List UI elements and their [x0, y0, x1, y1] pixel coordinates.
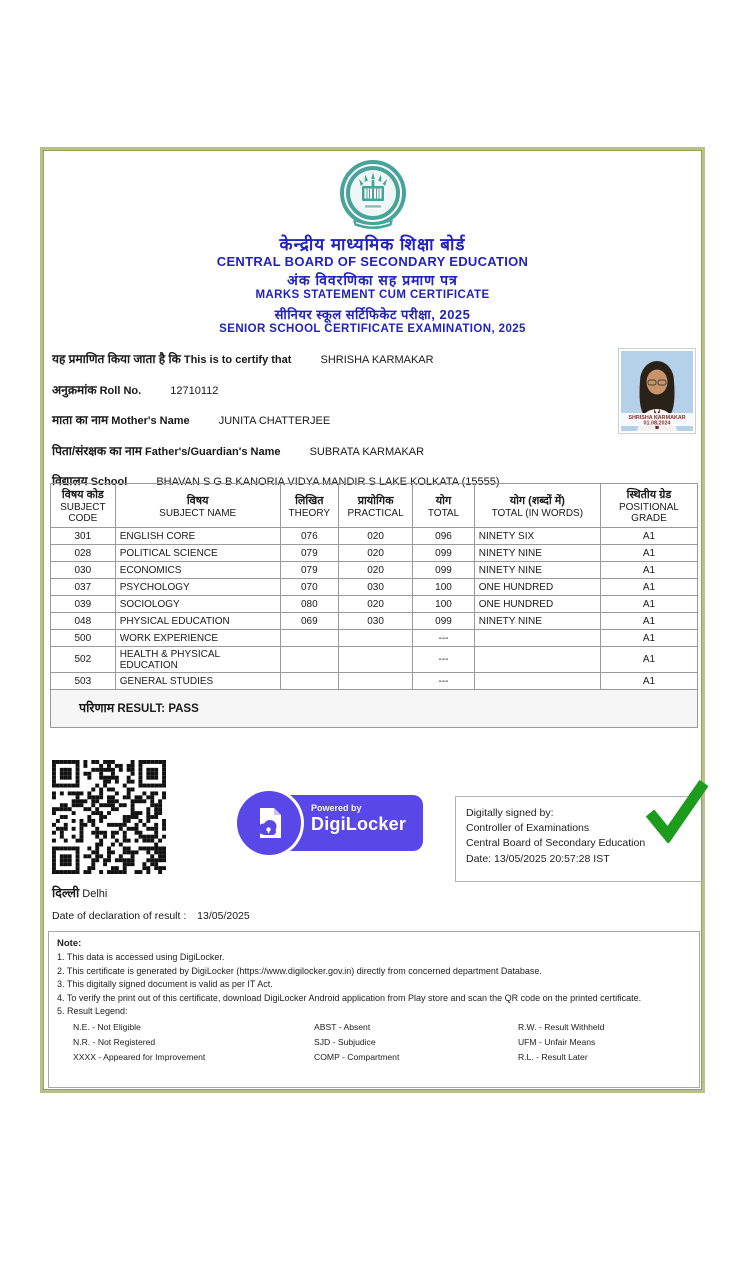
table-row	[51, 613, 698, 630]
cell-subject: PHYSICAL EDUCATION	[115, 613, 280, 630]
cell-practical: 020	[338, 528, 412, 545]
father-label-hindi: पिता/संरक्षक का नाम	[52, 443, 142, 458]
legend-item: UFM - Unfair Means	[517, 1036, 596, 1047]
exam-title-english: SENIOR SCHOOL CERTIFICATE EXAMINATION, 2025	[219, 323, 526, 335]
cell-total_words: NINETY NINE	[474, 562, 600, 579]
cell-code: 039	[51, 596, 116, 613]
place-hindi: दिल्ली	[52, 886, 80, 900]
cell-theory	[280, 647, 338, 673]
marks-table-header-row	[51, 484, 698, 528]
marks-table-body	[51, 528, 698, 690]
note-item: 3. This digitally signed document is valid as per IT Act.	[57, 979, 273, 990]
cell-code: 028	[51, 545, 116, 562]
legend-item: N.E. - Not Eligible	[73, 1021, 141, 1032]
cell-subject: ENGLISH CORE	[115, 528, 280, 545]
cell-theory: 079	[280, 562, 338, 579]
cell-grade: A1	[600, 545, 697, 562]
digilocker-icon	[237, 791, 301, 855]
cell-grade: A1	[600, 596, 697, 613]
place-english: Delhi	[82, 888, 108, 900]
column-header: लिखित THEORY	[280, 484, 338, 528]
note-title: Note:	[57, 938, 82, 949]
digilocker-badge	[237, 790, 423, 856]
mother-name: JUNITA CHATTERJEE	[218, 415, 331, 428]
table-row	[51, 647, 698, 673]
cell-grade: A1	[600, 528, 697, 545]
note-item: 4. To verify the print out of this certificate, download DigiLocker Android application from Play store and scan the QR code on the printed certificate.	[57, 992, 642, 1003]
signature-line-1: Digitally signed by:	[466, 807, 554, 819]
cell-total_words	[474, 673, 600, 690]
note-box	[48, 931, 700, 1088]
certify-label-english: This is to certify that	[183, 354, 292, 366]
table-row	[51, 673, 698, 690]
table-row	[51, 562, 698, 579]
signature-line-2: Controller of Examinations	[466, 822, 590, 835]
cell-total_words	[474, 630, 600, 647]
column-header: योग (शब्दों में) TOTAL (IN WORDS)	[474, 484, 600, 528]
cell-total_words	[474, 647, 600, 673]
cell-grade: A1	[600, 673, 697, 690]
legend-item: SJD - Subjudice	[314, 1036, 376, 1047]
signature-date: Date: 13/05/2025 20:57:28 IST	[466, 852, 610, 865]
legend-item: COMP - Compartment	[314, 1051, 400, 1062]
school-label-english: School	[90, 476, 128, 489]
board-name-hindi: केन्द्रीय माध्यमिक शिक्षा बोर्ड	[279, 235, 466, 254]
cell-total: 099	[413, 545, 474, 562]
cell-grade: A1	[600, 647, 697, 673]
cell-theory: 076	[280, 528, 338, 545]
cbse-logo-icon	[335, 158, 411, 239]
cell-theory	[280, 630, 338, 647]
cell-subject: PSYCHOLOGY	[115, 579, 280, 596]
legend-column	[73, 1020, 314, 1065]
note-item: 5. Result Legend:	[57, 1006, 128, 1017]
cell-total_words: ONE HUNDRED	[474, 579, 600, 596]
cell-code: 502	[51, 647, 116, 673]
cell-subject: SOCIOLOGY	[115, 596, 280, 613]
result-value: PASS	[168, 703, 199, 715]
exam-title-hindi: सीनियर स्कूल सर्टिफिकेट परीक्षा, 2025	[274, 307, 471, 322]
declaration-date: 13/05/2025	[197, 910, 250, 922]
student-name: SHRISHA KARMAKAR	[320, 354, 434, 366]
note-item: 2. This certificate is generated by DigiLocker (https://www.digilocker.gov.in) directly from concerned department Database.	[57, 965, 542, 976]
declaration-line	[52, 910, 250, 922]
cell-code: 301	[51, 528, 116, 545]
cell-subject: GENERAL STUDIES	[115, 673, 280, 690]
doc-title-hindi: अंक विवरणिका सह प्रमाण पत्र	[287, 272, 458, 288]
cell-code: 500	[51, 630, 116, 647]
legend-column	[314, 1020, 518, 1065]
cell-subject: POLITICAL SCIENCE	[115, 545, 280, 562]
digilocker-powered-by-label: Powered by	[311, 803, 362, 813]
column-header: विषय कोड SUBJECT CODE	[51, 484, 116, 528]
cell-total: 099	[413, 562, 474, 579]
cell-total: 100	[413, 579, 474, 596]
cell-grade: A1	[600, 562, 697, 579]
legend-item: N.R. - Not Registered	[73, 1036, 156, 1047]
legend-column	[518, 1020, 691, 1065]
cell-total_words: ONE HUNDRED	[474, 596, 600, 613]
cell-total: 100	[413, 596, 474, 613]
cell-total: 099	[413, 613, 474, 630]
result-row	[50, 690, 698, 728]
roll-line	[52, 381, 612, 398]
table-row	[51, 528, 698, 545]
mother-label-english: Mother's Name	[111, 415, 190, 428]
cell-subject: HEALTH & PHYSICAL EDUCATION	[115, 647, 280, 673]
legend-item: XXXX - Appeared for Improvement	[73, 1051, 206, 1062]
cell-practical	[338, 630, 412, 647]
certificate	[40, 147, 705, 1093]
cell-practical	[338, 673, 412, 690]
cell-practical: 020	[338, 545, 412, 562]
note-item: 1. This data is accessed using DigiLocker.	[57, 952, 225, 963]
table-row	[51, 630, 698, 647]
cell-grade: A1	[600, 630, 697, 647]
student-photo	[618, 348, 696, 434]
digilocker-name-label: DigiLocker	[311, 814, 407, 834]
marks-table-section	[50, 483, 698, 728]
father-name: SUBRATA KARMAKAR	[309, 445, 425, 458]
cell-practical	[338, 647, 412, 673]
cell-theory: 070	[280, 579, 338, 596]
cell-total: ---	[413, 630, 474, 647]
column-header: स्थितीय ग्रेड POSITIONAL GRADE	[600, 484, 697, 528]
cell-total_words: NINETY NINE	[474, 613, 600, 630]
cell-total_words: NINETY SIX	[474, 528, 600, 545]
cell-theory: 069	[280, 613, 338, 630]
legend-item: R.L. - Result Later	[517, 1051, 588, 1062]
cell-subject: WORK EXPERIENCE	[115, 630, 280, 647]
school-name: BHAVAN S G B KANORIA VIDYA MANDIR S LAKE KOLKATA (15555)	[156, 476, 500, 489]
cell-theory: 079	[280, 545, 338, 562]
legend-item: ABST - Absent	[314, 1021, 371, 1032]
table-row	[51, 579, 698, 596]
column-header: प्रायोगिक PRACTICAL	[338, 484, 412, 528]
declaration-label: Date of declaration of result :	[52, 910, 187, 922]
mother-line	[52, 411, 612, 428]
digital-signature-box	[455, 796, 703, 882]
cell-code: 048	[51, 613, 116, 630]
cell-theory: 080	[280, 596, 338, 613]
roll-label-english: Roll No.	[99, 384, 142, 397]
mother-label-hindi: माता का नाम	[52, 413, 109, 428]
cell-practical: 020	[338, 596, 412, 613]
cell-practical: 030	[338, 579, 412, 596]
marks-table	[50, 483, 698, 690]
cell-code: 030	[51, 562, 116, 579]
column-header: योग TOTAL	[413, 484, 474, 528]
cell-code: 037	[51, 579, 116, 596]
table-row	[51, 596, 698, 613]
column-header: विषय SUBJECT NAME	[115, 484, 280, 528]
doc-title-english: MARKS STATEMENT CUM CERTIFICATE	[255, 289, 490, 301]
legend-item: R.W. - Result Withheld	[517, 1021, 605, 1032]
cell-theory	[280, 673, 338, 690]
qr-code	[52, 760, 166, 879]
cell-grade: A1	[600, 613, 697, 630]
father-line	[52, 442, 612, 459]
cell-practical: 020	[338, 562, 412, 579]
signature-line-3: Central Board of Secondary Education	[466, 837, 646, 850]
cell-practical: 030	[338, 613, 412, 630]
photo-caption-name: SHRISHA KARMAKAR	[628, 415, 686, 421]
father-label-english: Father's/Guardian's Name	[145, 445, 281, 458]
table-row	[51, 545, 698, 562]
roll-number: 12710112	[170, 384, 219, 397]
cell-total_words: NINETY NINE	[474, 545, 600, 562]
result-label-hindi: परिणाम	[79, 701, 115, 715]
legend-columns	[73, 1020, 691, 1065]
certify-line	[52, 350, 612, 367]
result-label-english: RESULT:	[117, 703, 166, 715]
note-list	[57, 951, 691, 1019]
student-details	[52, 350, 612, 503]
place-line	[52, 884, 107, 901]
cell-total: 096	[413, 528, 474, 545]
checkmark-icon	[638, 777, 712, 848]
roll-label-hindi: अनुक्रमांक	[52, 382, 97, 397]
cell-total: ---	[413, 647, 474, 673]
photo-caption-date: 01.08.2024	[643, 420, 671, 427]
cell-total: ---	[413, 673, 474, 690]
certify-label-hindi: यह प्रमाणित किया जाता है कि	[52, 352, 181, 366]
board-name-english: CENTRAL BOARD OF SECONDARY EDUCATION	[216, 254, 529, 269]
school-label-hindi: विद्यालय	[52, 474, 88, 489]
cell-grade: A1	[600, 579, 697, 596]
cell-subject: ECONOMICS	[115, 562, 280, 579]
cell-code: 503	[51, 673, 116, 690]
